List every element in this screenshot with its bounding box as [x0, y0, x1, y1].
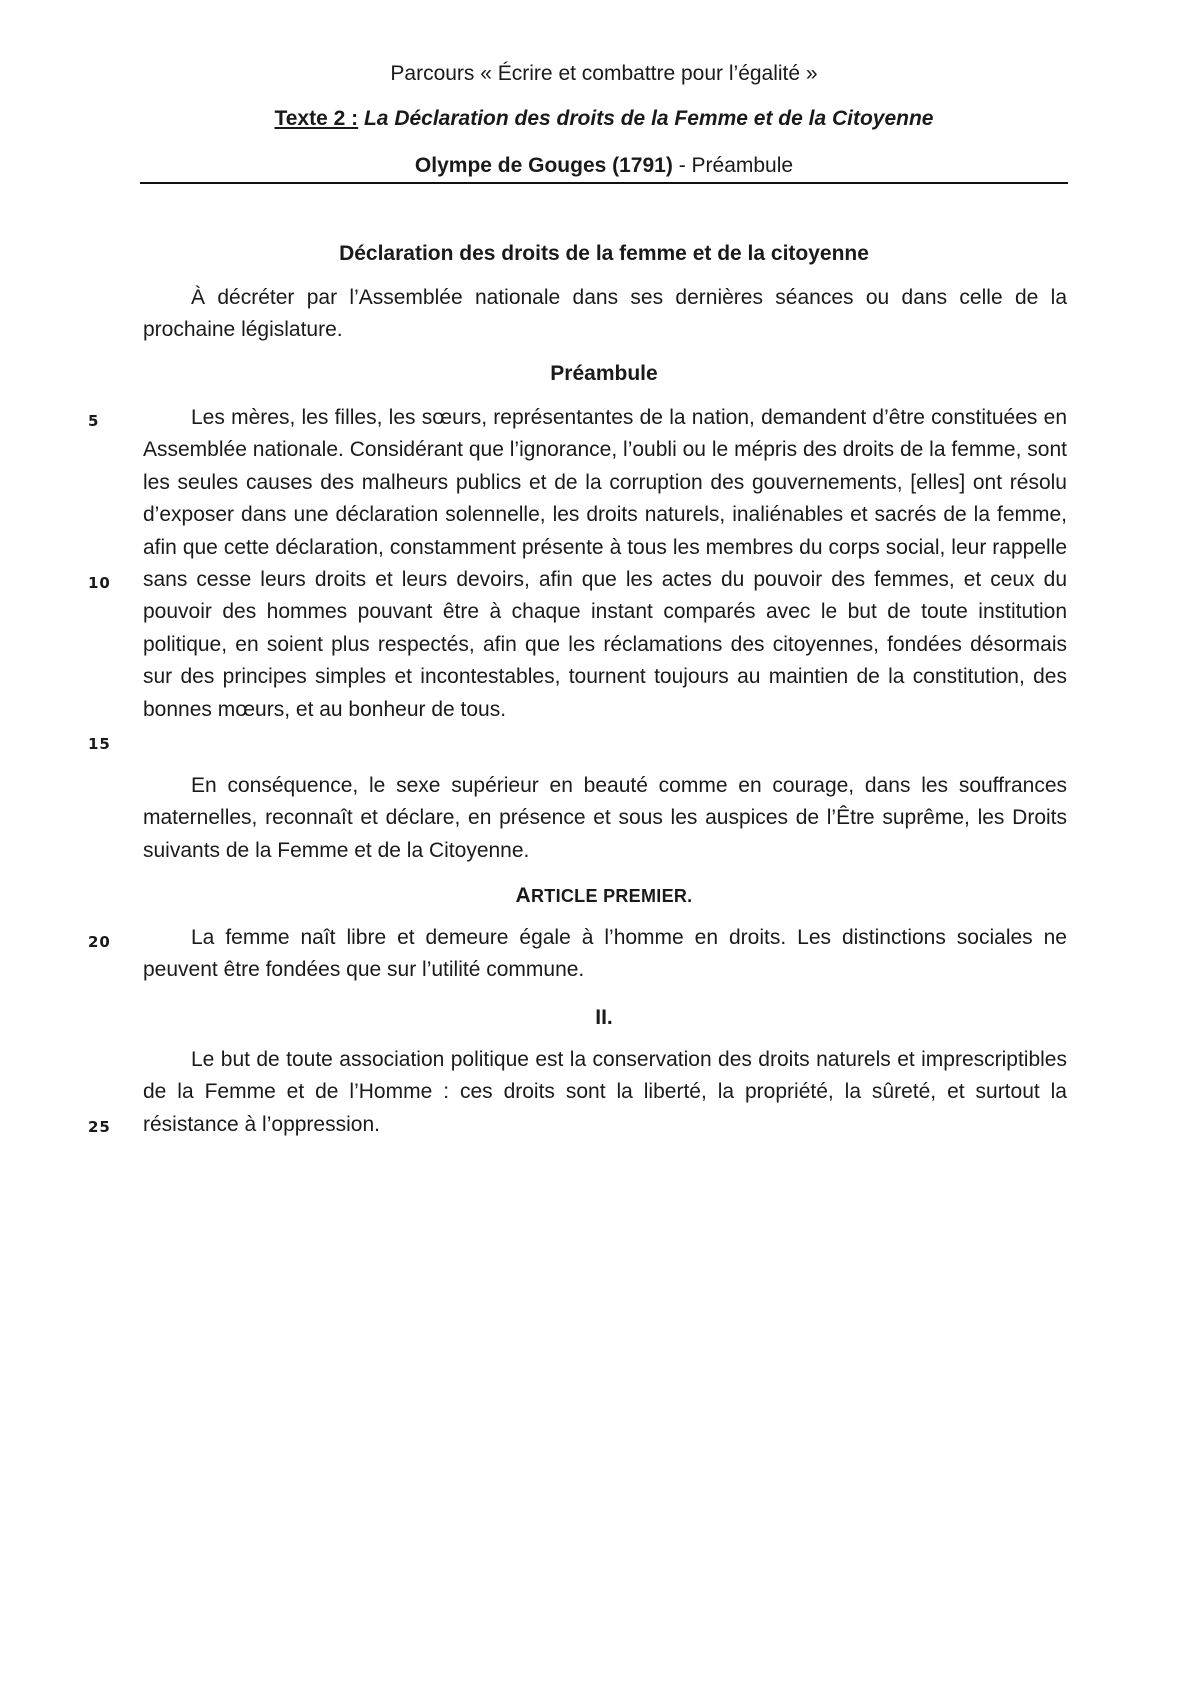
line-number-25: 25 [88, 1118, 111, 1136]
preambule-paragraph-2: En conséquence, le sexe supérieur en beauté comme en courage, dans les souffrances maternelles, reconnaît et déclare, en présence et sous les auspices de l’Être suprême, les Droits suivants de la Femme et de la Citoyenne. [143, 774, 1067, 862]
work-title: La Déclaration des droits de la Femme et de la Citoyenne [363, 107, 934, 130]
line-number-5: 5 [88, 412, 100, 430]
preambule-heading: Préambule [550, 362, 658, 385]
header-divider [140, 182, 1068, 184]
line-number-10: 10 [88, 574, 111, 592]
article-1-heading-initial: A [515, 884, 531, 907]
section-suffix: - Préambule [678, 154, 794, 177]
article-2-text: Le but de toute association politique est la conservation des droits naturels et imprescriptibles de la Femme et de l’Homme : ces droits sont la liberté, la propriété, la sûreté, et surtout la résistance à l’oppression. [143, 1048, 1067, 1136]
line-number-20: 20 [88, 933, 111, 951]
article-1-heading [140, 882, 1068, 910]
document-heading: Déclaration des droits de la femme et de la citoyenne [339, 242, 869, 265]
author-name: Olympe de Gouges (1791) [414, 154, 673, 177]
text-title [140, 105, 1068, 133]
preambule-paragraph-1: Les mères, les filles, les sœurs, représentantes de la nation, demandent d’être constituées en Assemblée nationale. Considérant que l’ignorance, l’oubli ou le mépris des droits de la femme, sont les seules causes des malheurs publics et de la corruption des gouvernements, [elles] ont résolu d’exposer dans une déclaration solennelle, les droits naturels, inaliénables et sacrés de la femme, afin que cette déclaration, constamment présente à tous les membres du corps social, leur rappelle sans cesse leurs droits et leurs devoirs, afin que les actes du pouvoir des femmes, et ceux du pouvoir des hommes pouvant être à chaque instant comparés avec le but de toute institution politique, en soient plus respectés, afin que les réclamations des citoyennes, fondées désormais sur des principes simples et incontestables, tournent toujours au maintien de la constitution, des bonnes mœurs, et au bonheur de tous. [143, 406, 1067, 721]
line-number-15: 15 [88, 735, 111, 753]
article-1-heading-rest: RTICLE PREMIER. [530, 886, 693, 906]
intro-paragraph: À décréter par l’Assemblée nationale dans ses dernières séances ou dans celle de la prochaine législature. [143, 286, 1067, 342]
article-2-heading: II. [595, 1006, 613, 1029]
text-number-label: Texte 2 : [274, 107, 359, 130]
article-1-text: La femme naît libre et demeure égale à l’homme en droits. Les distinctions sociales ne peuvent être fondées que sur l’utilité commune. [143, 926, 1067, 982]
author-line [140, 152, 1068, 180]
parcours-title: Parcours « Écrire et combattre pour l’égalité » [390, 62, 818, 85]
